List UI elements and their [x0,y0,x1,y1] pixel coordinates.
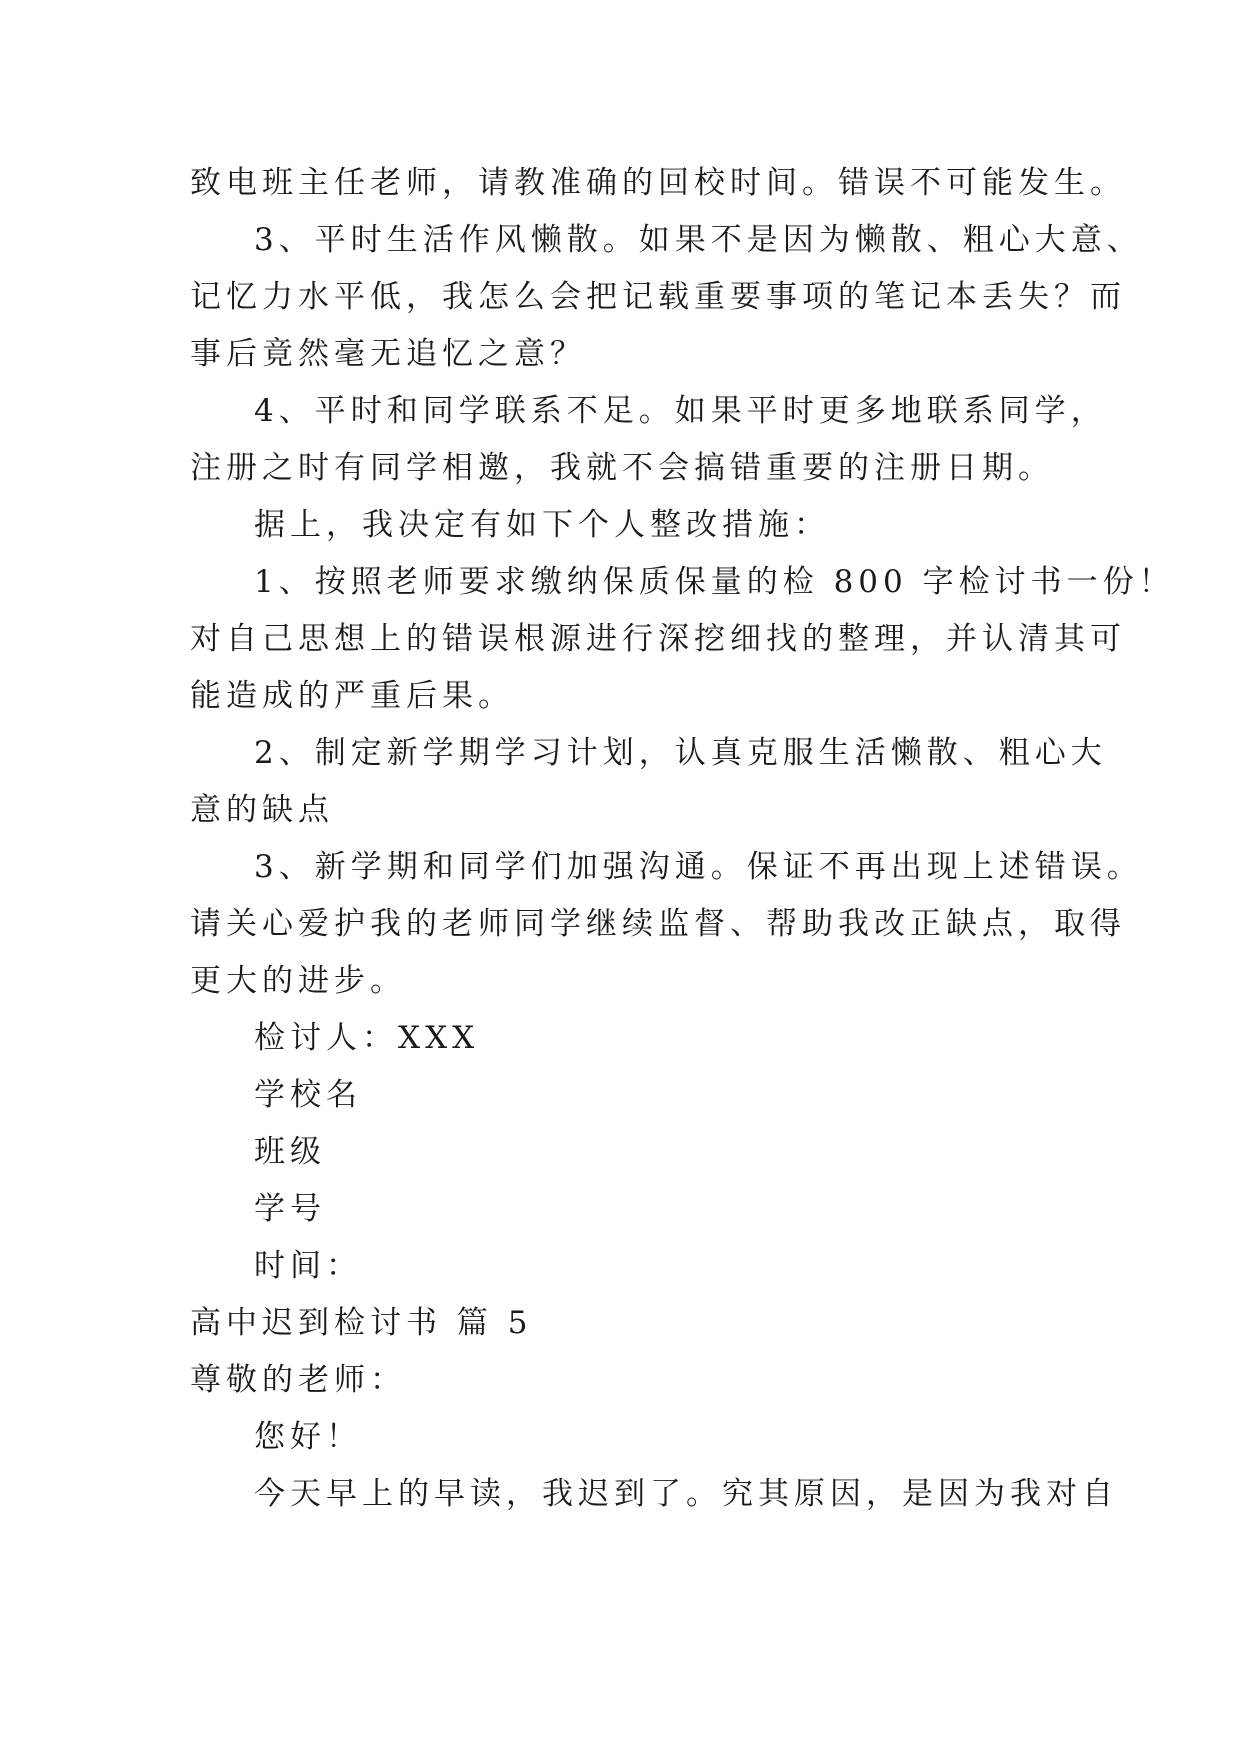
text-line: 2、制定新学期学习计划，认真克服生活懒散、粗心大 [254,735,1107,771]
greeting: 您好！ [254,1419,362,1455]
text-line: 记忆力水平低，我怎么会把记载重要事项的笔记本丢失？而 [190,279,1126,315]
text-line: 4、平时和同学联系不足。如果平时更多地联系同学， [254,393,1107,429]
text-line: 今天早上的早读，我迟到了。究其原因，是因为我对自 [254,1476,1118,1512]
text-line: 意的缺点 [190,792,334,828]
text-line: 能造成的严重后果。 [190,678,514,714]
signature-date: 时间： [254,1248,362,1284]
document-body [190,155,1175,1523]
signature-student-id: 学号 [254,1191,326,1227]
text-line: 对自己思想上的错误根源进行深挖细找的整理，并认清其可 [190,621,1126,657]
salutation: 尊敬的老师： [190,1362,406,1398]
signature-class: 班级 [254,1134,326,1170]
text-line: 3、新学期和同学们加强沟通。保证不再出现上述错误。 [254,849,1143,885]
text-line: 据上，我决定有如下个人整改措施： [254,507,830,543]
text-line: 事后竟然毫无追忆之意？ [190,336,586,372]
text-line: 1、按照老师要求缴纳保质保量的检 800 字检讨书一份！ [254,564,1175,600]
text-line: 注册之时有同学相邀，我就不会搞错重要的注册日期。 [190,450,1054,486]
signature-reviewer: 检讨人：XXX [254,1020,480,1056]
text-line: 更大的进步。 [190,963,406,999]
text-line: 3、平时生活作风懒散。如果不是因为懒散、粗心大意、 [254,222,1143,258]
text-line: 致电班主任老师，请教准确的回校时间。错误不可能发生。 [190,165,1126,201]
section-title: 高中迟到检讨书 篇 5 [190,1305,533,1341]
text-line: 请关心爱护我的老师同学继续监督、帮助我改正缺点，取得 [190,906,1126,942]
signature-school: 学校名 [254,1077,362,1113]
